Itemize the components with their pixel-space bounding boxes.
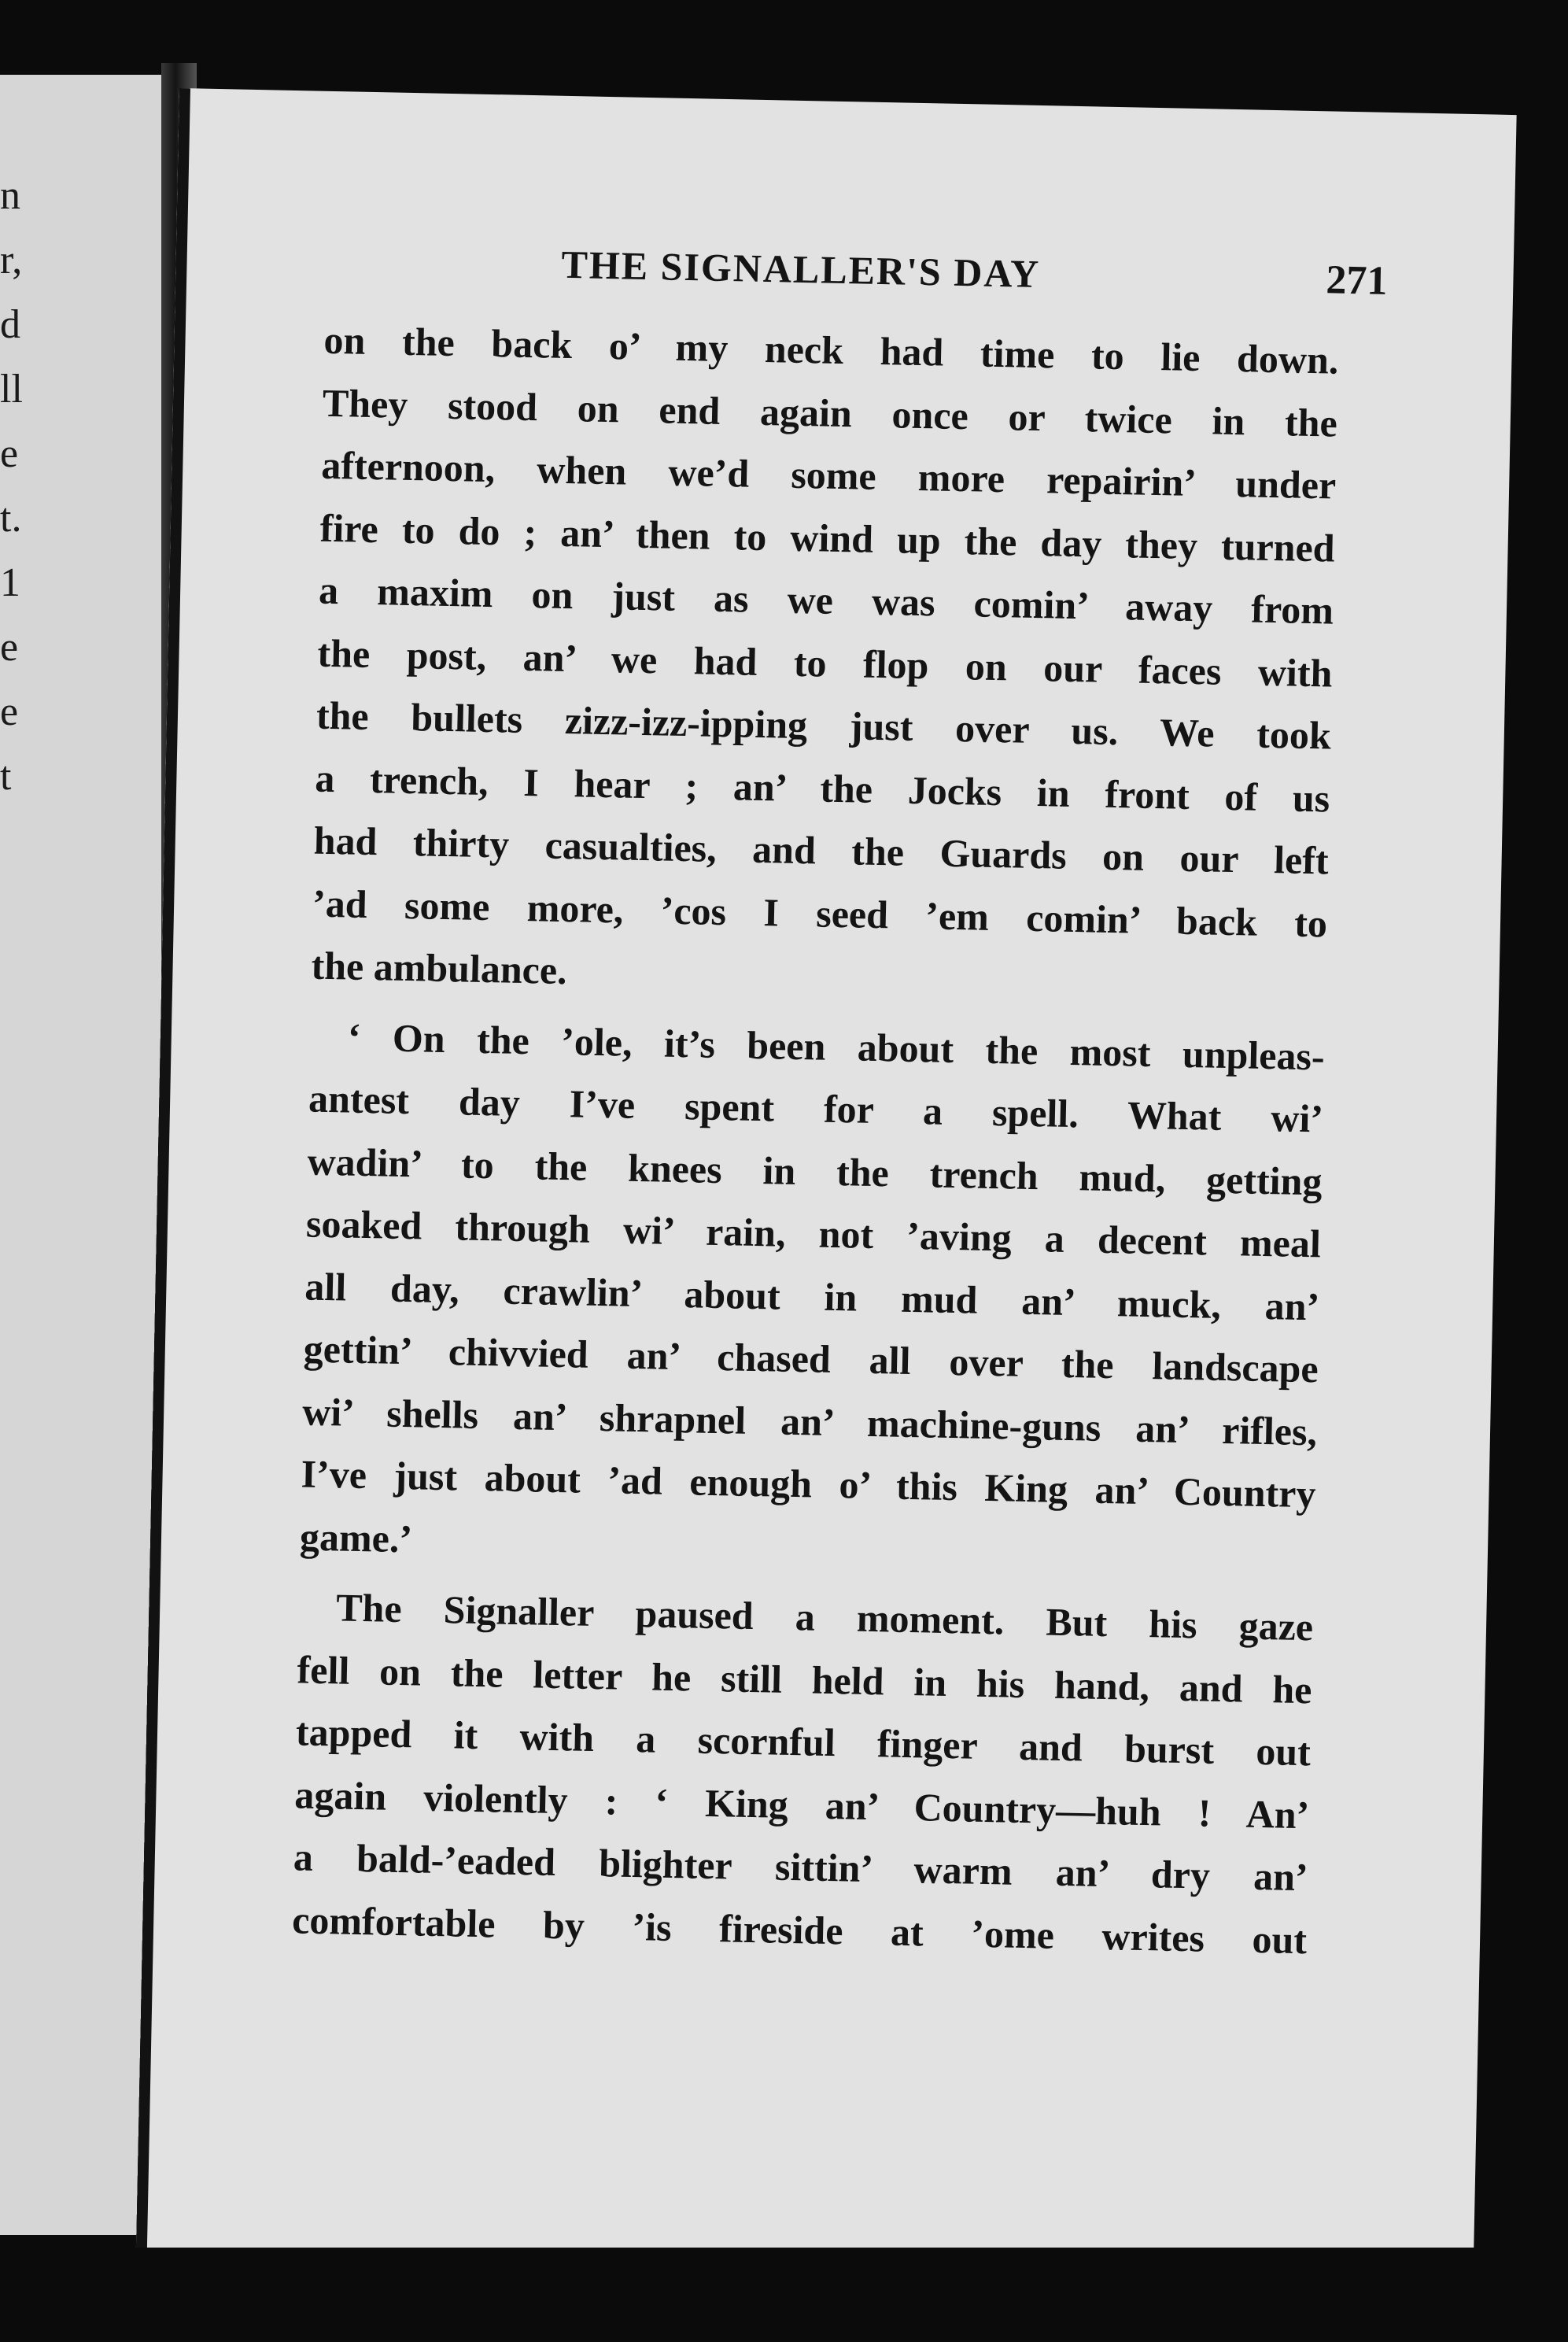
text-line: the bullets zizz-izz-ipping just over us. We took [315, 693, 1332, 758]
running-title: THE SIGNALLER'S DAY [561, 242, 1041, 296]
previous-page-fragment: t. [0, 496, 22, 541]
text-line: a trench, I hear ; an’ the Jocks in front of us [314, 755, 1330, 821]
text-line: The Signaller paused a moment. But his gaze [335, 1585, 1314, 1649]
text-line: a maxim on just as we was comin’ away from [318, 567, 1334, 633]
body-text [292, 309, 1340, 1971]
paragraph [292, 1575, 1314, 1971]
text-line: the post, an’ we had to flop on our faces with [317, 630, 1333, 696]
text-line: tapped it with a scornful finger and burst out [295, 1709, 1312, 1775]
text-line: They stood on end again once or twice in the [322, 380, 1338, 445]
text-line: antest day I’ve spent for a spell. What wi’ [308, 1076, 1324, 1141]
text-line: afternoon, when we’d some more repairin’ under [320, 442, 1337, 508]
text-line: comfortable by ’is fireside at ’ome writes out [291, 1897, 1308, 1962]
previous-page-fragment: r, [0, 238, 23, 283]
text-line: gettin’ chivvied an’ chased all over the landscape [303, 1326, 1319, 1391]
text-line: had thirty casualties, and the Guards on our left [313, 818, 1330, 883]
paragraph [299, 1005, 1325, 1588]
previous-page-edge [0, 75, 164, 2235]
previous-page-fragment: t [0, 754, 12, 799]
text-line: I’ve just about ’ad enough o’ this King an’ Country [301, 1451, 1317, 1516]
running-head [325, 237, 1388, 320]
previous-page-fragment: ll [0, 367, 23, 412]
text-line: game.’ [299, 1513, 413, 1561]
text-line: all day, crawlin’ about in mud an’ muck, an’ [304, 1264, 1320, 1328]
text-line: on the back o’ my neck had time to lie down. [323, 317, 1339, 382]
text-line: fell on the letter he still held in his hand, and he [297, 1646, 1313, 1712]
text-line: ‘ On the ’ole, it’s been about the most unpleas- [347, 1014, 1326, 1078]
text-line: wadin’ to the knees in the trench mud, getting [307, 1139, 1323, 1203]
page-content [291, 237, 1388, 1971]
previous-page-fragment: n [0, 173, 20, 218]
paragraph [311, 309, 1339, 1018]
text-line: ’ad some more, ’cos I seed ’em comin’ back to [312, 881, 1328, 945]
text-line: a bald-’eaded blighter sittin’ warm an’ dry an’ [293, 1834, 1309, 1900]
previous-page-fragment: e [0, 689, 19, 734]
text-line: again violently : ‘ King an’ Country—huh ! An’ [293, 1771, 1310, 1837]
previous-page-fragment: 1 [0, 560, 20, 605]
previous-page-fragment: e [0, 431, 19, 476]
page-number: 271 [1325, 257, 1388, 304]
scan-bottom-border [0, 2248, 1568, 2342]
text-line: the ambulance. [311, 943, 568, 993]
text-line: fire to do ; an’ then to wind up the day they turned [319, 505, 1336, 571]
previous-page-fragment: d [0, 302, 20, 347]
book-page [136, 88, 1517, 2275]
previous-page-fragment: e [0, 625, 19, 670]
text-line: soaked through wi’ rain, not ’aving a decent meal [305, 1201, 1322, 1266]
text-line: wi’ shells an’ shrapnel an’ machine-guns an’ rifles, [301, 1388, 1318, 1454]
